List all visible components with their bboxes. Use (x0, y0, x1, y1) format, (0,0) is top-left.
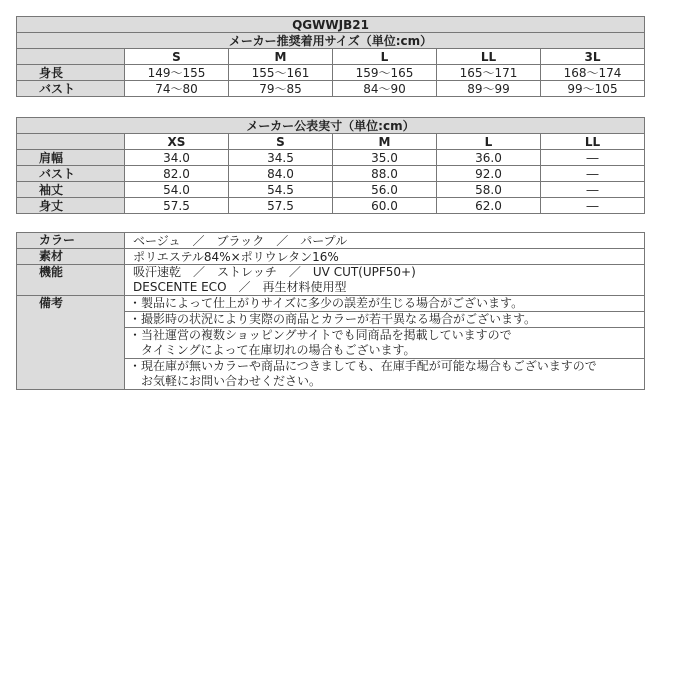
table-cell: 165～171 (437, 65, 541, 81)
note-line: お気軽にお問い合わせください。 (129, 374, 322, 388)
detail-row-notes (17, 296, 645, 312)
note-line: ・現在庫が無いカラーや商品につきましても、在庫手配が可能な場合もございますので (129, 359, 597, 373)
table-cell: 88.0 (333, 166, 437, 182)
size-header: L (437, 134, 541, 150)
table-cell: 79～85 (229, 81, 333, 97)
product-code: QGWWJB21 (17, 17, 645, 33)
table-cell: 35.0 (333, 150, 437, 166)
table-row (17, 81, 645, 97)
table-cell: 36.0 (437, 150, 541, 166)
note-line: タイミングによって在庫切れの場合もございます。 (129, 343, 416, 357)
actual-title: メーカー公表実寸（単位:cm） (17, 118, 645, 134)
table-row (17, 182, 645, 198)
row-label: 身長 (17, 65, 125, 81)
table-cell: 74～80 (125, 81, 229, 97)
size-header: LL (541, 134, 645, 150)
size-header: XS (125, 134, 229, 150)
function-label: 機能 (17, 265, 125, 296)
table-cell: 57.5 (125, 198, 229, 214)
size-header: M (333, 134, 437, 150)
note-line: ・当社運営の複数ショッピングサイトでも同商品を掲載していますので (129, 328, 512, 342)
function-line: DESCENTE ECO ／ 再生材料使用型 (133, 280, 347, 294)
table-cell: 84～90 (333, 81, 437, 97)
material-label: 素材 (17, 249, 125, 265)
table-cell: 62.0 (437, 198, 541, 214)
function-line: 吸汗速乾 ／ ストレッチ ／ UV CUT(UPF50+) (133, 265, 416, 279)
product-details-table (16, 232, 645, 390)
table-cell: 159～165 (333, 65, 437, 81)
detail-row-material (17, 249, 645, 265)
table-row (17, 150, 645, 166)
row-label: 袖丈 (17, 182, 125, 198)
color-label: カラー (17, 233, 125, 249)
note-line: ・製品によって仕上がりサイズに多少の誤差が生じる場合がございます。 (129, 296, 524, 310)
table-cell: ― (541, 150, 645, 166)
table-cell: 149～155 (125, 65, 229, 81)
table-cell: 54.5 (229, 182, 333, 198)
detail-row-color (17, 233, 645, 249)
table-cell: 34.5 (229, 150, 333, 166)
row-label: バスト (17, 166, 125, 182)
notes-label: 備考 (17, 296, 125, 390)
actual-size-table (16, 117, 645, 214)
table-cell: 168～174 (541, 65, 645, 81)
size-header: LL (437, 49, 541, 65)
table-cell: 34.0 (125, 150, 229, 166)
table-row (17, 65, 645, 81)
color-value: ベージュ ／ ブラック ／ パープル (125, 233, 645, 249)
size-header: L (333, 49, 437, 65)
note-line: ・撮影時の状況により実際の商品とカラーが若干異なる場合がございます。 (129, 312, 537, 326)
table-cell: 58.0 (437, 182, 541, 198)
row-label: バスト (17, 81, 125, 97)
note-item (125, 296, 645, 312)
table-cell: 99～105 (541, 81, 645, 97)
size-header: M (229, 49, 333, 65)
corner-cell (17, 134, 125, 150)
row-label: 肩幅 (17, 150, 125, 166)
table-row (17, 198, 645, 214)
table-cell: ― (541, 166, 645, 182)
size-header: S (125, 49, 229, 65)
note-item (125, 312, 645, 328)
material-value: ポリエステル84%×ポリウレタン16% (125, 249, 645, 265)
recommended-title: メーカー推奨着用サイズ（単位:cm） (17, 33, 645, 49)
table-cell: 89～99 (437, 81, 541, 97)
table-row (17, 166, 645, 182)
table-cell: 82.0 (125, 166, 229, 182)
table-cell: ― (541, 182, 645, 198)
row-label: 身丈 (17, 198, 125, 214)
recommended-size-table (16, 16, 645, 97)
table-cell: 54.0 (125, 182, 229, 198)
table-cell: 84.0 (229, 166, 333, 182)
table-cell: 155～161 (229, 65, 333, 81)
size-header: S (229, 134, 333, 150)
table-cell: 56.0 (333, 182, 437, 198)
table-cell: 57.5 (229, 198, 333, 214)
note-item (125, 359, 645, 390)
function-value (125, 265, 645, 296)
table-cell: 60.0 (333, 198, 437, 214)
detail-row-function (17, 265, 645, 296)
table-cell: ― (541, 198, 645, 214)
note-item (125, 328, 645, 359)
table-cell: 92.0 (437, 166, 541, 182)
size-header: 3L (541, 49, 645, 65)
corner-cell (17, 49, 125, 65)
